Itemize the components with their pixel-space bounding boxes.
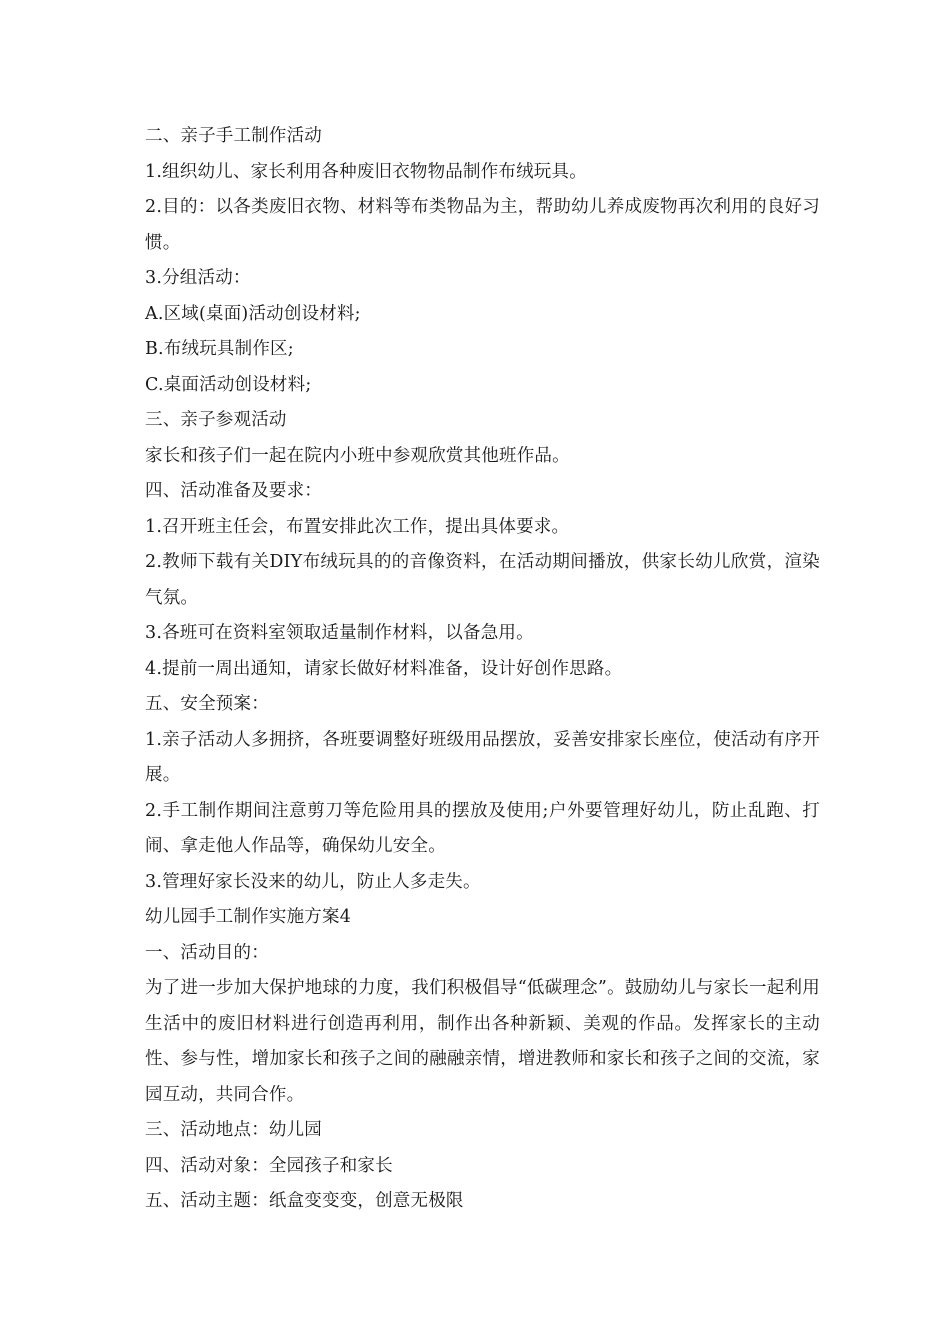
- section-heading-visit: 三、亲子参观活动: [145, 410, 287, 430]
- paragraph: 家长和孩子们一起在院内小班中参观欣赏其他班作品。: [145, 445, 570, 466]
- paragraph: 2.手工制作期间注意剪刀等危险用具的摆放及使用;户外要管理好幼儿，防止乱跑、打闹、拿走他人作品等，确保幼儿安全。: [145, 800, 820, 856]
- paragraph: 3.各班可在资料室领取适量制作材料，以备急用。: [145, 623, 534, 643]
- paragraph: 三、活动地点：幼儿园: [145, 1120, 322, 1140]
- section-heading-safety: 五、安全预案：: [145, 694, 269, 714]
- paragraph: 4.提前一周出通知，请家长做好材料准备，设计好创作思路。: [145, 658, 623, 679]
- paragraph: 2.教师下载有关DIY布绒玩具的的音像资料，在活动期间播放，供家长幼儿欣赏，渲染气氛。: [145, 552, 820, 608]
- paragraph: B.布绒玩具制作区;: [145, 339, 294, 359]
- paragraph: A.区域(桌面)活动创设材料;: [145, 303, 361, 324]
- paragraph: 四、活动对象：全园孩子和家长: [145, 1155, 393, 1176]
- paragraph: 五、活动主题：纸盒变变变，创意无极限: [145, 1191, 464, 1211]
- section-heading-purpose: 一、活动目的：: [145, 942, 269, 963]
- paragraph: 1.召开班主任会，布置安排此次工作，提出具体要求。: [145, 516, 570, 537]
- paragraph: 为了进一步加大保护地球的力度，我们积极倡导“低碳理念”。鼓励幼儿与家长一起利用生活中的废旧材料进行创造再利用，制作出各种新颖、美观的作品。发挥家长的主动性、参与性，增加家长和孩子之间的融融亲情，增进教师和家长和孩子之间的交流，家园互动，共同合作。: [145, 978, 820, 1105]
- paragraph: 3.管理好家长没来的幼儿，防止人多走失。: [145, 871, 481, 892]
- paragraph: 2.目的：以各类废旧衣物、材料等布类物品为主，帮助幼儿养成废物再次利用的良好习惯。: [145, 197, 820, 253]
- section-heading-parent-child-crafts: 二、亲子手工制作活动: [145, 126, 322, 146]
- paragraph: C.桌面活动创设材料;: [145, 374, 312, 395]
- plan-title: 幼儿园手工制作实施方案4: [145, 907, 352, 927]
- paragraph: 3.分组活动：: [145, 268, 251, 288]
- paragraph: 1.亲子活动人多拥挤，各班要调整好班级用品摆放，妥善安排家长座位，使活动有序开展。: [145, 729, 820, 785]
- paragraph: 1.组织幼儿、家长利用各种废旧衣物物品制作布绒玩具。: [145, 161, 587, 182]
- section-heading-preparation: 四、活动准备及要求：: [145, 481, 322, 501]
- document-body: [145, 119, 820, 1220]
